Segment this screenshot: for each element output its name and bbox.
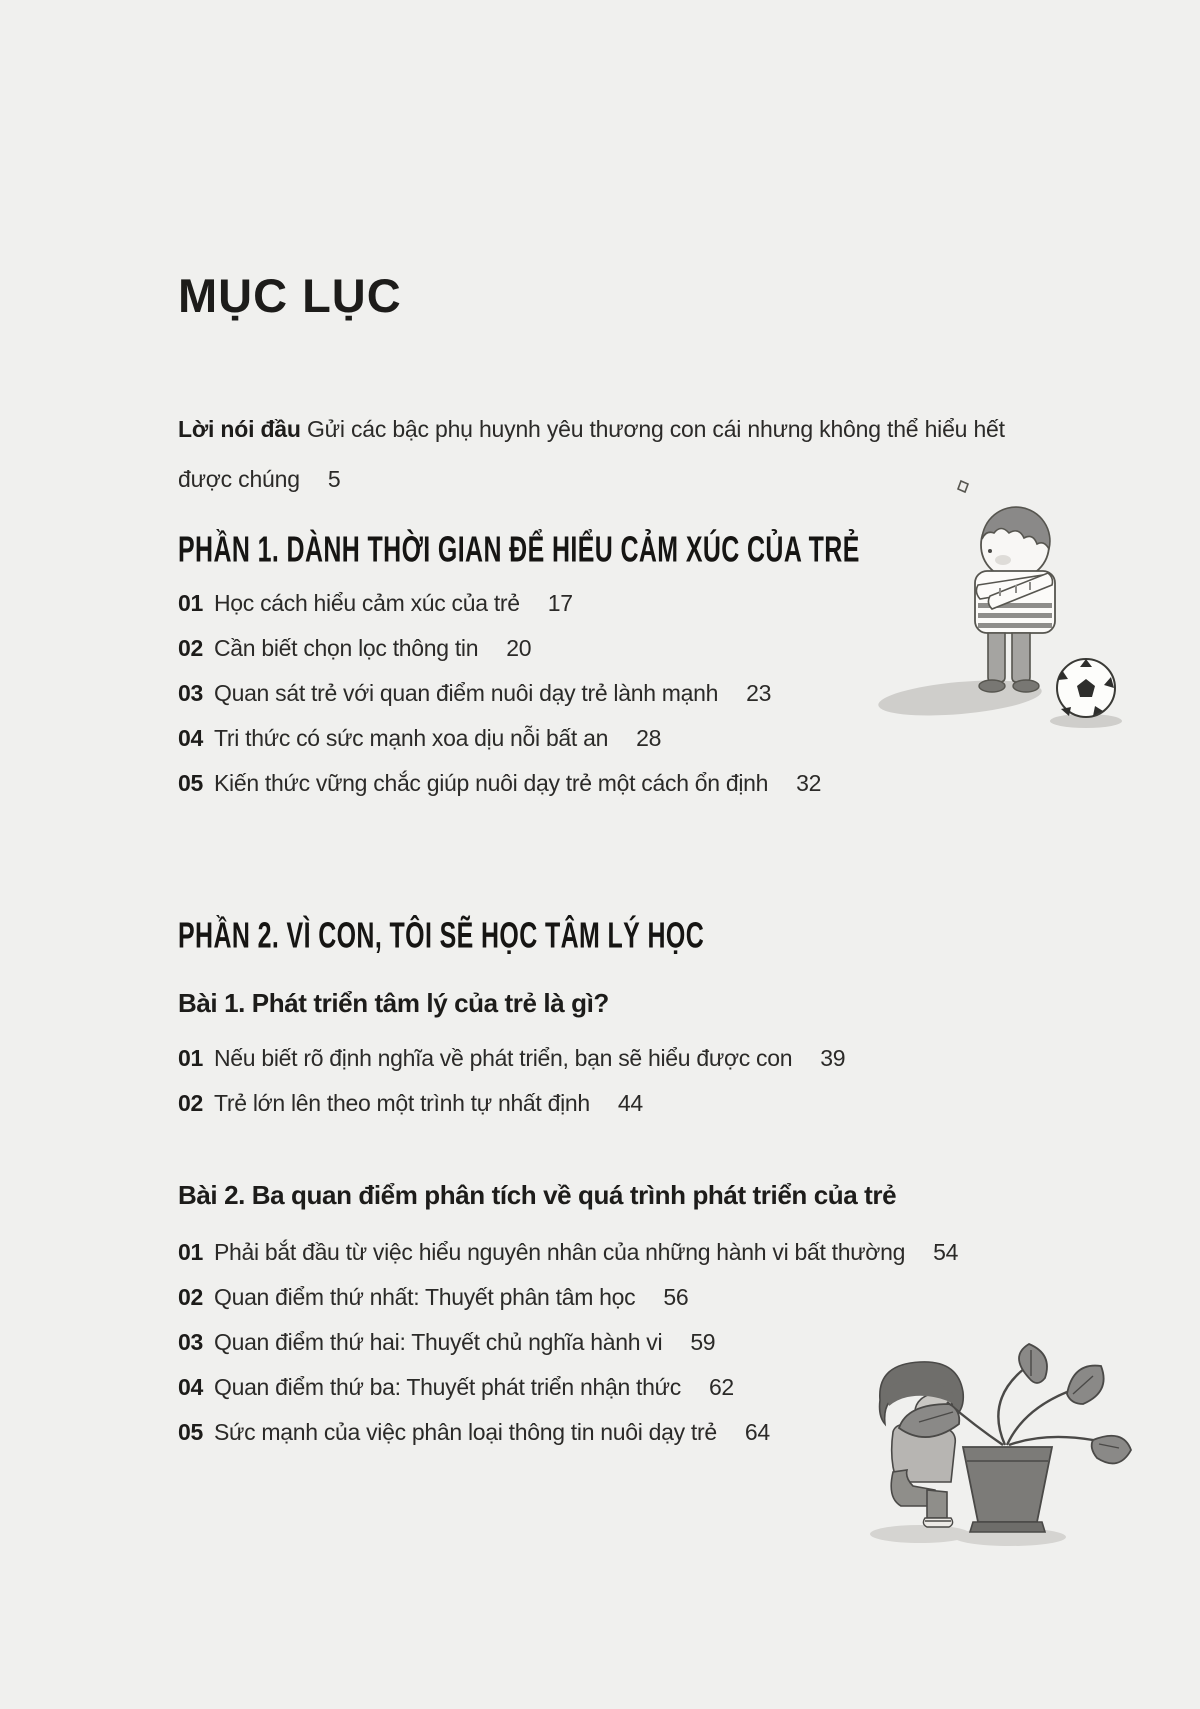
sweater-stripe (978, 613, 1052, 618)
boy-shoe (979, 680, 1005, 692)
boy-illustration (840, 455, 1140, 745)
boy-pants-left (988, 633, 1005, 682)
page-title: MỤC LỤC (178, 269, 402, 322)
item-title: Phải bắt đầu từ việc hiểu nguyên nhân của những hành vi bất thường (213, 1239, 906, 1265)
toc-item (178, 626, 821, 671)
item-page-number: 64 (744, 1419, 770, 1445)
toc-item (178, 1081, 845, 1126)
part1-list (178, 581, 821, 806)
item-title: Kiến thức vững chắc giúp nuôi dạy trẻ một cách ổn định (213, 770, 769, 796)
item-number: 02 (178, 1284, 203, 1310)
sparkle-icon (958, 481, 968, 492)
item-number: 01 (178, 590, 203, 616)
item-number: 03 (178, 1329, 203, 1355)
item-number: 05 (178, 1419, 203, 1445)
item-title: Cần biết chọn lọc thông tin (213, 635, 479, 661)
toc-item (178, 716, 821, 761)
toc-item (178, 1275, 958, 1320)
item-page-number: 32 (796, 770, 822, 796)
item-page-number: 17 (547, 590, 573, 616)
item-page-number: 28 (636, 725, 662, 751)
item-number: 01 (178, 1239, 203, 1265)
item-page-number: 44 (617, 1090, 643, 1116)
preface-text: Gửi các bậc phụ huynh yêu thương con cái nhưng không thể hiểu hết được chúng (178, 416, 1005, 492)
soccer-ball (1057, 659, 1115, 717)
lesson2-heading: Bài 2. Ba quan điểm phân tích về quá trình phát triển của trẻ (178, 1180, 897, 1210)
plant-leaf (1067, 1366, 1104, 1404)
item-page-number: 23 (746, 680, 772, 706)
toc-item (178, 1036, 845, 1081)
item-title: Học cách hiểu cảm xúc của trẻ (213, 590, 520, 616)
lesson1-heading: Bài 1. Phát triển tâm lý của trẻ là gì? (178, 988, 609, 1018)
item-title: Trẻ lớn lên theo một trình tự nhất định (213, 1090, 590, 1116)
item-title: Nếu biết rõ định nghĩa về phát triển, bạn sẽ hiểu được con (213, 1045, 793, 1071)
boy-shoe (1013, 680, 1039, 692)
item-page-number: 54 (933, 1239, 959, 1265)
plant-leaf (1019, 1344, 1047, 1383)
part2-heading (178, 914, 853, 956)
item-number: 04 (178, 1374, 203, 1400)
pot-saucer (970, 1522, 1045, 1532)
item-page-number: 20 (506, 635, 532, 661)
girl-figure (880, 1362, 964, 1527)
item-title: Tri thức có sức mạnh xoa dịu nỗi bất an (213, 725, 609, 751)
item-page-number: 39 (820, 1045, 846, 1071)
item-number: 04 (178, 725, 203, 751)
item-number: 02 (178, 1090, 203, 1116)
boy-cheek (995, 555, 1011, 565)
girl-illustration (835, 1340, 1135, 1555)
preface-label: Lời nói đầu (178, 416, 301, 442)
item-page-number: 62 (708, 1374, 734, 1400)
plant-pot (963, 1447, 1052, 1522)
toc-item (178, 761, 821, 806)
item-number: 01 (178, 1045, 203, 1071)
girl-shadow (870, 1525, 970, 1543)
item-title: Sức mạnh của việc phân loại thông tin nuôi dạy trẻ (213, 1419, 717, 1445)
item-number: 03 (178, 680, 203, 706)
item-title: Quan điểm thứ ba: Thuyết phát triển nhận thức (213, 1374, 681, 1400)
item-title: Quan điểm thứ hai: Thuyết chủ nghĩa hành vi (213, 1329, 663, 1355)
toc-item (178, 1230, 958, 1275)
plant-leaf (1092, 1436, 1131, 1464)
lesson1-list (178, 1036, 845, 1126)
part1-heading-text: PHẦN 1. DÀNH THỜI GIAN ĐỂ HIỂU CẢM XÚC CỦA TRẺ (178, 528, 860, 570)
item-number: 02 (178, 635, 203, 661)
toc-item (178, 671, 821, 716)
item-page-number: 56 (663, 1284, 689, 1310)
part2-heading-text: PHẦN 2. VÌ CON, TÔI SẼ HỌC TÂM LÝ HỌC (178, 914, 705, 956)
item-title: Quan điểm thứ nhất: Thuyết phân tâm học (213, 1284, 636, 1310)
toc-item (178, 581, 821, 626)
sweater-stripe (978, 623, 1052, 628)
item-page-number: 59 (690, 1329, 716, 1355)
boy-eye (988, 549, 992, 553)
preface-page-number: 5 (327, 466, 341, 492)
boy-pants-right (1012, 633, 1030, 682)
item-number: 05 (178, 770, 203, 796)
item-title: Quan sát trẻ với quan điểm nuôi dạy trẻ lành mạnh (213, 680, 719, 706)
